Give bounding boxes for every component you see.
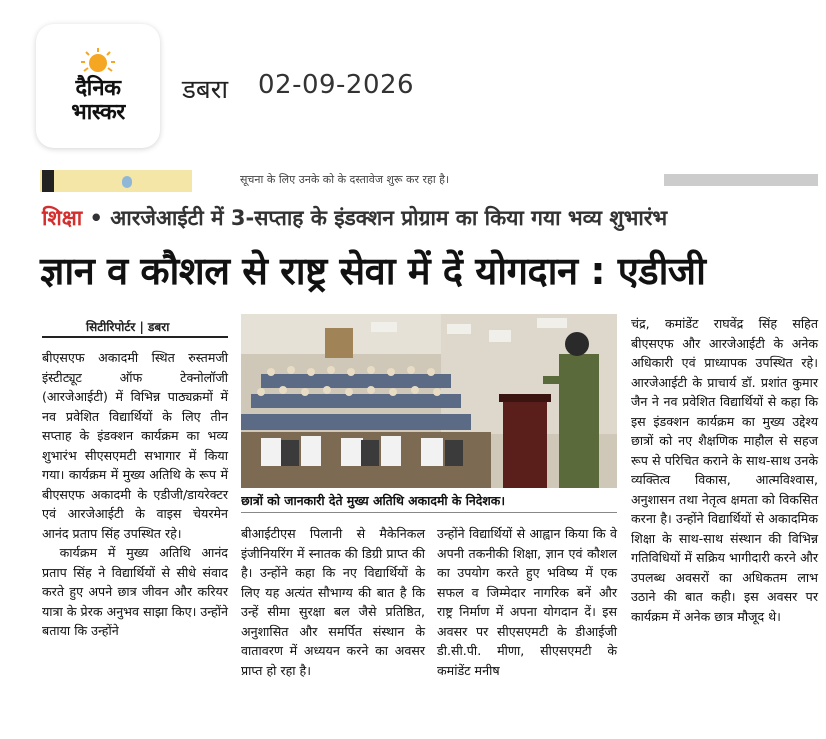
grey-bar xyxy=(664,174,818,186)
edition-name: डबरा xyxy=(182,75,229,105)
section-tag: शिक्षा xyxy=(42,206,83,230)
cartoon-fragment xyxy=(40,170,192,192)
column-1-paragraph-2: कार्यक्रम में मुख्य अतिथि आनंद प्रताप सिंह ने विद्यार्थियों से सीधे संवाद करते हुए अपने छात्र जीवन और करियर यात्रा के प्रेरक अनुभव साझा किए। उन्होंने बताया कि उन्होंने xyxy=(42,545,228,638)
column-1-paragraph-1: बीएसएफ अकादमी स्थित रुस्तमजी इंस्टीट्यूट ऑफ टेक्नोलॉजी (आरजेआईटी) में विभिन्न पाठ्यक्रमों में नव प्रवेशित विद्यार्थियों के लिए तीन सप्ताह के इंडक्शन कार्यक्रम का भव्य शुभारंभ सीएसएमटी सभागार में किया गया। कार्यक्रम में मुख्य अतिथि के रूप में बीएसएफ अकादमी के एडीजी/डायरेक्टर एवं आरजेआईटी के वाइस चेयरमेन आनंद प्रताप सिंह उपस्थित रहे। xyxy=(42,350,228,541)
article-photo xyxy=(241,314,617,488)
kicker-bullet: • xyxy=(89,206,103,230)
sun-icon xyxy=(79,47,117,77)
audience-photo-illustration xyxy=(241,314,617,488)
caption-rule xyxy=(241,512,617,513)
photo-caption: छात्रों को जानकारी देते मुख्य अतिथि अकादमी के निदेशक। xyxy=(241,493,506,508)
column-2-text: बीआईटीएस पिलानी से मैकेनिकल इंजीनियरिंग में स्नातक की डिग्री प्राप्त की है। उन्होंने कहा कि नए विद्यार्थियों के लिए यह अत्यंत सौभाग्य की बात है कि उन्हें सीमा सुरक्षा बल जैसे प्रतिष्ठित, अनुशासित और समर्पित संस्थान के वातावरण में अध्ययन करने का अवसर प्राप्त हो रहा है। xyxy=(241,526,425,678)
article-column-2 xyxy=(241,524,425,680)
drop-icon xyxy=(122,176,132,188)
article-headline: ज्ञान व कौशल से राष्ट्र सेवा में दें योगदान : एडीजी xyxy=(40,249,706,293)
column-4-text: चंद्र, कमांडेंट राघवेंद्र सिंह सहित बीएसएफ और आरजेआईटी के अनेक अधिकारी एवं प्राध्यापक उपस्थित रहे। आरजेआईटी के प्राचार्य डॉ. प्रशांत कुमार जैन ने नव प्रवेशित विद्यार्थियों से कहा कि इस इंडक्शन कार्यक्रम का मुख्य उद्देश्य छात्रों को नए शैक्षणिक माहौल से सहज रूप से परिचित कराने के साथ-साथ उनके व्यक्तित्व विकास, आत्मविश्वास, अनुशासन तथा नेतृत्व क्षमता को विकसित करना है। उन्होंने विद्यार्थियों से अकादमिक शिक्षा के साथ-साथ संस्थान की विभिन्न गतिविधियों में सक्रिय भागीदारी करने और उपलब्ध अवसरों का अधिकतम लाभ उठाने की बात कही। इस अवसर पर कार्यक्रम में अनेक छात्र मौजूद थे। xyxy=(631,316,818,624)
logo-text-line2: भास्कर xyxy=(71,100,125,125)
byline-rule xyxy=(42,336,228,338)
previous-article-strip xyxy=(40,170,818,192)
byline: सिटीरिपोर्टर | डबरा xyxy=(86,320,170,334)
newspaper-logo[interactable] xyxy=(36,24,160,148)
previous-article-text: सूचना के लिए उनके को के दस्तावेज शुरू कर रहा है। xyxy=(240,173,450,186)
article-kicker xyxy=(42,204,667,232)
article-column-3 xyxy=(437,524,617,680)
publication-date: 02-09-2026 xyxy=(258,70,415,100)
article-column-1 xyxy=(42,348,228,641)
article-column-4 xyxy=(631,314,818,626)
logo-text-line1: दैनिक xyxy=(75,76,121,101)
column-3-text: उन्होंने विद्यार्थियों से आह्वान किया कि वे अपनी तकनीकी शिक्षा, ज्ञान एवं कौशल का उपयोग करते हुए भविष्य में एक सफल व जिम्मेदार नागरिक बनें और राष्ट्र निर्माण में अपना योगदान दें। इस अवसर पर सीएसएमटी के डीआईजी डी.सी.पी. मीणा, सीएसएमटी के कमांडेंट मनीष xyxy=(437,526,617,678)
kicker-text: आरजेआईटी में 3-सप्ताह के इंडक्शन प्रोग्राम का किया गया भव्य शुभारंभ xyxy=(110,206,668,230)
